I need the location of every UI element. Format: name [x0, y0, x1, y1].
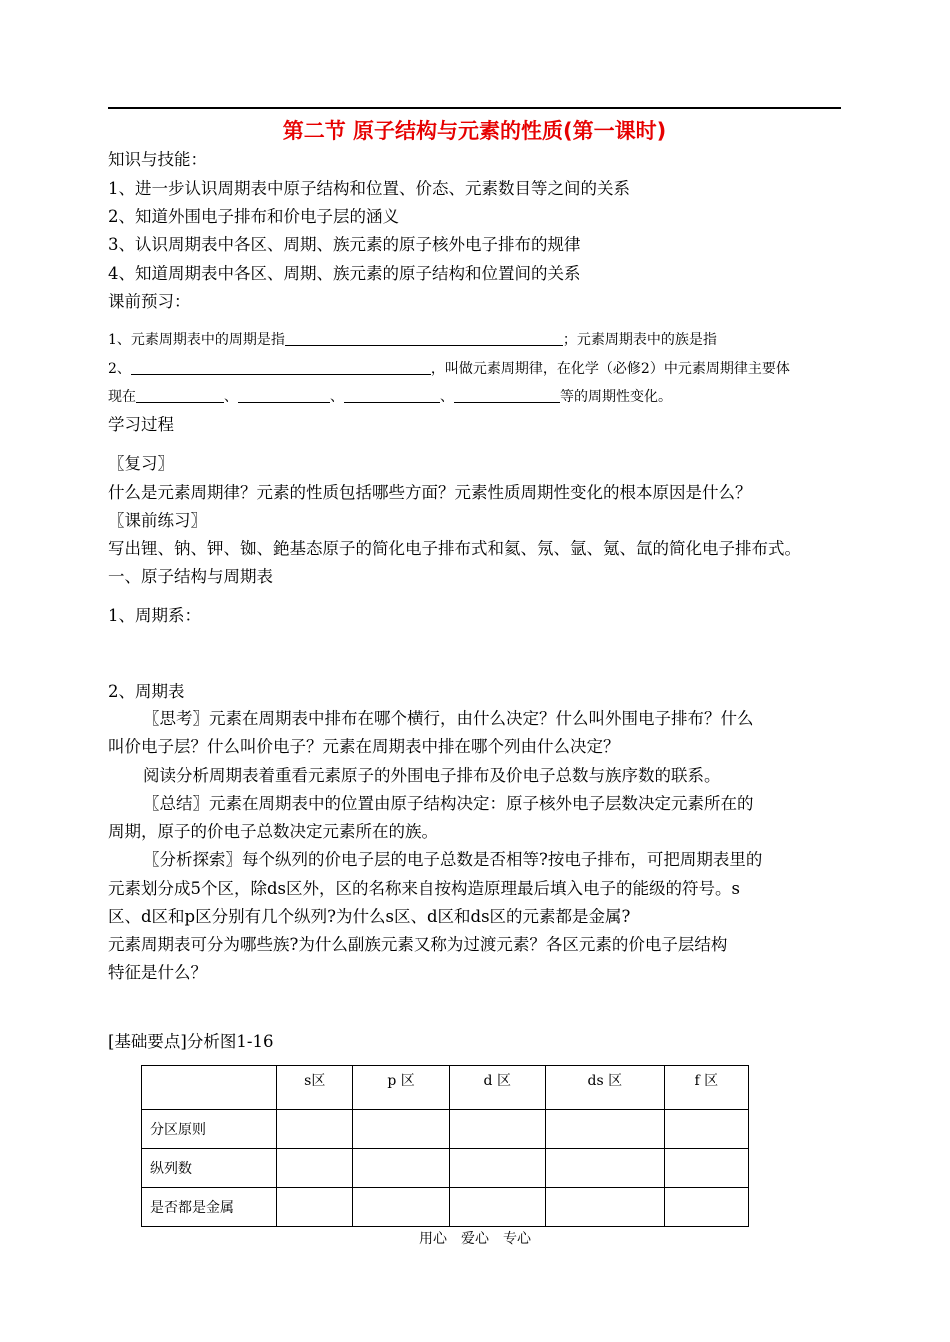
- q2-text-end: 等的周期性变化。: [560, 389, 672, 405]
- table-cell[interactable]: [545, 1149, 664, 1188]
- table-cell[interactable]: [277, 1110, 353, 1149]
- summary-paragraph-cont: 周期，原子的价电子总数决定元素所在的族。: [108, 822, 438, 841]
- explore-paragraph-cont: 元素划分成5个区，除ds区外，区的名称来自按构造原理最后填入电子的能级的符号。s: [108, 879, 740, 898]
- table-header-cell: s区: [277, 1066, 353, 1110]
- table-cell[interactable]: [449, 1110, 545, 1149]
- q1-text: 1、元素周期表中的周期是指: [108, 332, 285, 348]
- preview-question-1: [108, 328, 717, 352]
- explore-paragraph-cont: 特征是什么？: [108, 963, 207, 982]
- row-label: 分区原则: [142, 1110, 277, 1149]
- page-footer: 用心 爱心 专心: [419, 1231, 531, 1247]
- row-label: 是否都是金属: [142, 1188, 277, 1227]
- objective-item: 4、知道周期表中各区、周期、族元素的原子结构和位置间的关系: [108, 264, 581, 283]
- table-row: [142, 1110, 749, 1149]
- fill-blank[interactable]: [454, 386, 560, 403]
- fill-blank[interactable]: [131, 358, 431, 375]
- objective-item: 3、认识周期表中各区、周期、族元素的原子核外电子排布的规律: [108, 235, 581, 254]
- review-text: 什么是元素周期律？元素的性质包括哪些方面？元素性质周期性变化的根本原因是什么？: [108, 483, 752, 502]
- table-header-cell: f 区: [664, 1066, 748, 1110]
- table-header-row: [142, 1066, 749, 1110]
- table-cell[interactable]: [449, 1149, 545, 1188]
- fill-blank[interactable]: [285, 329, 563, 346]
- objectives-heading: 知识与技能：: [108, 150, 207, 169]
- preview-question-2-cont: [108, 385, 672, 409]
- fill-blank[interactable]: [238, 386, 330, 403]
- think-paragraph: 〖思考〗元素在周期表中排布在哪个横行，由什么决定？什么叫外围电子排布？什么: [143, 709, 754, 728]
- read-paragraph: 阅读分析周期表着重看元素原子的外围电子排布及价电子总数与族序数的联系。: [143, 766, 721, 785]
- section-heading: 一、原子结构与周期表: [108, 567, 273, 586]
- practice-label: 〖课前练习〗: [108, 511, 207, 530]
- preview-question-2: [108, 357, 790, 381]
- top-rule: [108, 107, 841, 109]
- table-cell[interactable]: [449, 1188, 545, 1227]
- table-cell[interactable]: [277, 1188, 353, 1227]
- objective-item: 1、进一步认识周期表中原子结构和位置、价态、元素数目等之间的关系: [108, 179, 630, 198]
- table-cell[interactable]: [545, 1110, 664, 1149]
- fill-blank[interactable]: [136, 386, 224, 403]
- table-cell[interactable]: [545, 1188, 664, 1227]
- preview-heading: 课前预习：: [108, 292, 191, 311]
- table-header-cell: [142, 1066, 277, 1110]
- explore-paragraph: 〖分析探索〗每个纵列的价电子层的电子总数是否相等?按电子排布，可把周期表里的: [143, 850, 763, 869]
- summary-paragraph: 〖总结〗元素在周期表中的位置由原子结构决定：原子核外电子层数决定元素所在的: [143, 794, 754, 813]
- separator: 、: [440, 389, 454, 405]
- think-paragraph-cont: 叫价电子层？什么叫价电子？元素在周期表中排在哪个列由什么决定？: [108, 737, 620, 756]
- table-header-cell: p 区: [353, 1066, 449, 1110]
- sub-heading-periodic-table: 2、周期表: [108, 682, 185, 701]
- table-header-cell: d 区: [449, 1066, 545, 1110]
- practice-text: 写出锂、钠、钾、铷、銫基态原子的简化电子排布式和氦、氖、氩、氪、氙的简化电子排布式。: [108, 539, 801, 558]
- table-cell[interactable]: [664, 1149, 748, 1188]
- review-label: 〖复习〗: [108, 454, 174, 473]
- table-header-cell: ds 区: [545, 1066, 664, 1110]
- table-cell[interactable]: [353, 1188, 449, 1227]
- separator: 、: [224, 389, 238, 405]
- process-heading: 学习过程: [108, 415, 174, 434]
- explore-paragraph-cont: 区、d区和p区分别有几个纵列?为什么s区、d区和ds区的元素都是金属?: [108, 907, 631, 926]
- q1-text-2: ；元素周期表中的族是指: [562, 332, 717, 348]
- separator: 、: [330, 389, 344, 405]
- table-cell[interactable]: [353, 1149, 449, 1188]
- basics-heading: [基础要点]分析图1-16: [108, 1032, 274, 1051]
- q2-text-3: 现在: [108, 389, 136, 405]
- fill-blank[interactable]: [344, 386, 440, 403]
- table-cell[interactable]: [277, 1149, 353, 1188]
- objective-item: 2、知道外围电子排布和价电子层的涵义: [108, 207, 399, 226]
- explore-paragraph-cont: 元素周期表可分为哪些族?为什么副族元素又称为过渡元素？各区元素的价电子层结构: [108, 935, 728, 954]
- table-cell[interactable]: [664, 1188, 748, 1227]
- q2-text: 2、: [108, 361, 131, 377]
- table-cell[interactable]: [664, 1110, 748, 1149]
- table-row: [142, 1149, 749, 1188]
- page-title: 第二节 原子结构与元素的性质(第一课时): [282, 119, 667, 143]
- block-analysis-table: [141, 1065, 749, 1227]
- row-label: 纵列数: [142, 1149, 277, 1188]
- sub-heading-periodic-system: 1、周期系：: [108, 606, 201, 625]
- table-cell[interactable]: [353, 1110, 449, 1149]
- table-row: [142, 1188, 749, 1227]
- q2-text-2: ，叫做元素周期律，在化学（必修2）中元素周期律主要体: [430, 361, 790, 377]
